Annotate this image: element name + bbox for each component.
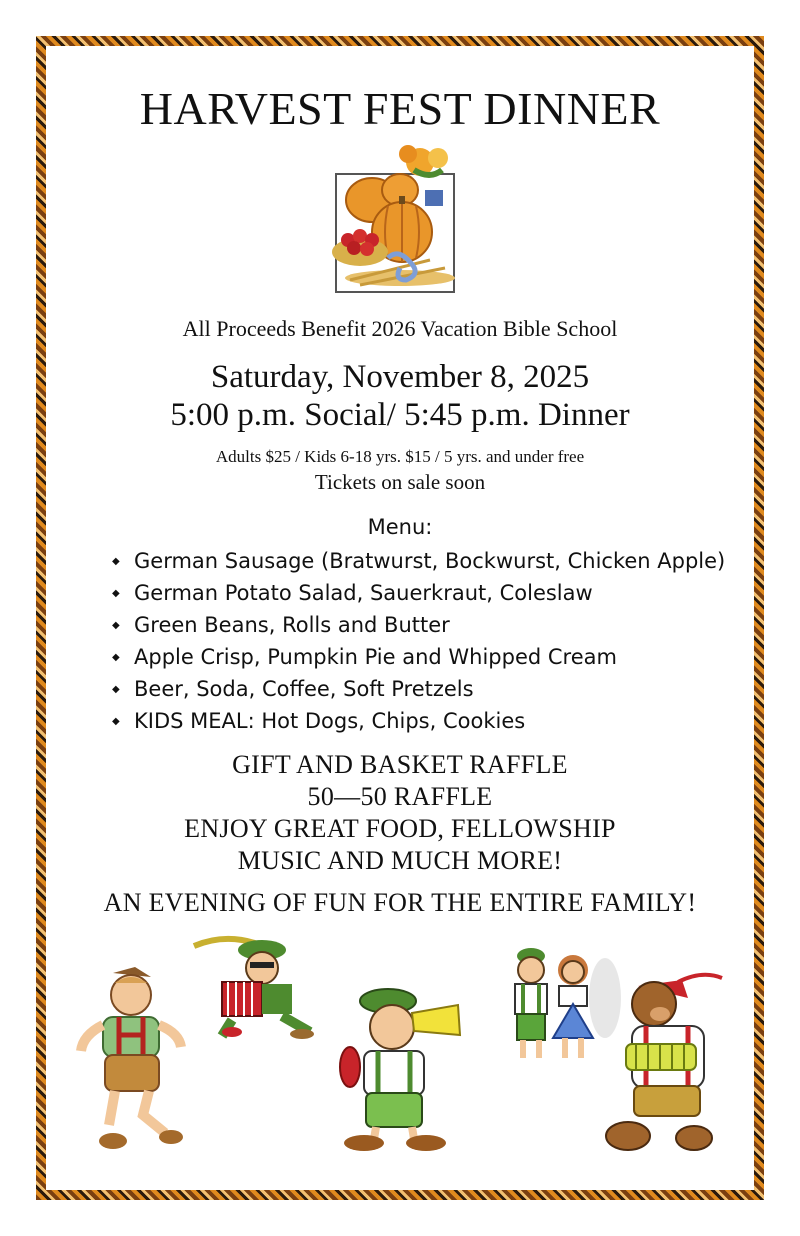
diamond-bullet-icon: ◆ — [112, 556, 120, 567]
list-item: ◆ KIDS MEAL: Hot Dogs, Chips, Cookies — [112, 705, 725, 737]
list-item: ◆ German Potato Salad, Sauerkraut, Coleslaw — [112, 577, 725, 609]
bear-accordion-icon — [598, 968, 728, 1158]
raffle-line: MUSIC AND MUCH MORE! — [237, 846, 563, 875]
benefit-text: All Proceeds Benefit 2026 Vacation Bible School — [182, 316, 618, 341]
tickets-note: Tickets on sale soon — [314, 470, 486, 494]
diamond-bullet-icon: ◆ — [112, 684, 120, 695]
diamond-bullet-icon: ◆ — [112, 620, 120, 631]
raffle-line: GIFT AND BASKET RAFFLE — [232, 750, 568, 779]
diamond-bullet-icon: ◆ — [112, 716, 120, 727]
raffle-line: ENJOY GREAT FOOD, FELLOWSHIP — [184, 814, 616, 843]
event-date: Saturday, November 8, 2025 — [210, 359, 590, 395]
list-item: ◆ German Sausage (Bratwurst, Bockwurst, Chicken Apple) — [112, 545, 725, 577]
page-title: HARVEST FEST DINNER — [139, 83, 661, 134]
raffle-block — [0, 749, 800, 877]
list-item: ◆ Beer, Soda, Coffee, Soft Pretzels — [112, 673, 725, 705]
list-item: ◆ Green Beans, Rolls and Butter — [112, 609, 725, 641]
pumpkin-harvest-icon — [330, 140, 465, 300]
ticket-prices: Adults $25 / Kids 6-18 yrs. $15 / 5 yrs. and under free — [215, 447, 585, 466]
diamond-bullet-icon: ◆ — [112, 588, 120, 599]
dancer-lederhosen-icon — [75, 965, 195, 1165]
pretzel-eater-icon — [330, 985, 470, 1155]
accordion-player-icon — [192, 932, 322, 1052]
raffle-line: 50—50 RAFFLE — [307, 782, 493, 811]
menu-list — [112, 545, 725, 737]
menu-heading: Menu: — [367, 515, 433, 539]
list-item: ◆ Apple Crisp, Pumpkin Pie and Whipped Cream — [112, 641, 725, 673]
event-time: 5:00 p.m. Social/ 5:45 p.m. Dinner — [170, 397, 630, 433]
event-datetime — [0, 358, 800, 434]
evening-tagline: AN EVENING OF FUN FOR THE ENTIRE FAMILY! — [103, 888, 697, 917]
diamond-bullet-icon: ◆ — [112, 652, 120, 663]
